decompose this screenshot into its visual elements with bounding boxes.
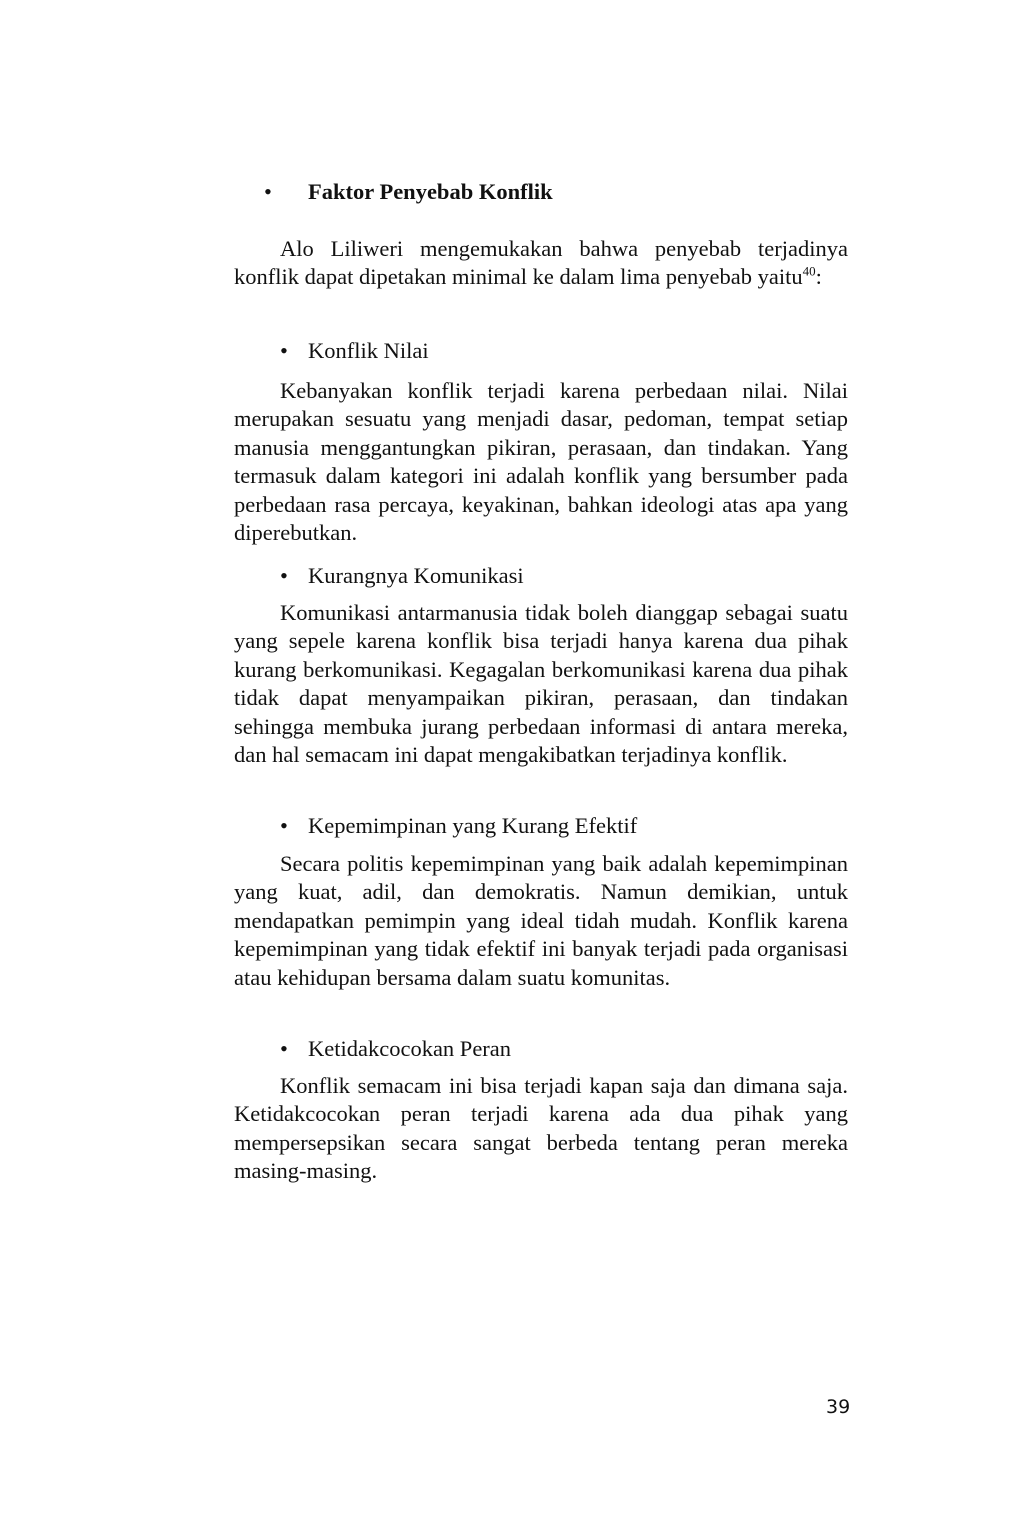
bullet-icon: •	[280, 338, 288, 363]
subsection-title: Konflik Nilai	[308, 338, 429, 363]
subsection-title: Ketidakcocokan Peran	[308, 1036, 512, 1061]
subsection-paragraph-ketidakcocokan-peran: Konflik semacam ini bisa terjadi kapan saja dan dimana saja. Ketidakcocokan peran terjadi karena ada dua pihak yang mempersepsikan secara sangat berbeda tentang peran mereka masing-masing.	[234, 1073, 848, 1184]
page-number: 39	[826, 1396, 851, 1418]
intro-text: Alo Liliweri mengemukakan bahwa penyebab terjadinya konflik dapat dipetakan minimal ke dalam lima penyebab yaitu	[234, 236, 848, 290]
subsection-heading-kurangnya-komunikasi	[280, 561, 524, 591]
subsection-paragraph-konflik-nilai: Kebanyakan konflik terjadi karena perbedaan nilai. Nilai merupakan sesuatu yang menjadi dasar, pedoman, tempat setiap manusia menggantungkan pikiran, perasaan, dan tindakan. Yang termasuk dalam kategori ini adalah konflik yang bersumber pada perbedaan rasa percaya, keyakinan, bahkan ideologi atas apa yang diperebutkan.	[234, 378, 848, 546]
intro-paragraph	[234, 235, 848, 292]
subsection-heading-konflik-nilai	[280, 336, 429, 366]
subsection-heading-ketidakcocokan-peran	[280, 1034, 511, 1064]
bullet-icon: •	[280, 1036, 288, 1061]
subsection-paragraph-kurangnya-komunikasi: Komunikasi antarmanusia tidak boleh dianggap sebagai suatu yang sepele karena konflik bisa terjadi hanya karena dua pihak kurang berkomunikasi. Kegagalan berkomunikasi karena dua pihak tidak dapat menyampaikan pikiran, perasaan, dan tindakan sehingga membuka jurang perbedaan informasi di antara mereka, dan hal semacam ini dapat mengakibatkan terjadinya konflik.	[234, 600, 848, 768]
bullet-icon: •	[264, 179, 272, 204]
intro-suffix: :	[815, 264, 822, 290]
subsection-title: Kurangnya Komunikasi	[308, 563, 524, 588]
bullet-icon: •	[280, 813, 288, 838]
subsection-title: Kepemimpinan yang Kurang Efektif	[308, 813, 638, 838]
footnote-reference[interactable]: 40	[802, 263, 816, 279]
section-heading-title: Faktor Penyebab Konflik	[308, 179, 553, 204]
bullet-icon: •	[280, 563, 288, 588]
subsection-paragraph-kepemimpinan: Secara politis kepemimpinan yang baik adalah kepemimpinan yang kuat, adil, dan demokratis. Namun demikian, untuk mendapatkan pemimpin yang ideal tidah mudah. Konflik karena kepemimpinan yang tidak efektif ini banyak terjadi pada organisasi atau kehidupan bersama dalam suatu komunitas.	[234, 851, 848, 990]
subsection-heading-kepemimpinan	[280, 811, 637, 841]
